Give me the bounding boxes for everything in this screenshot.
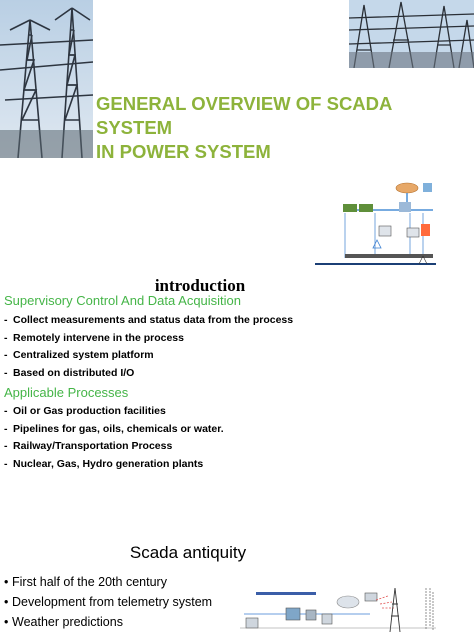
water-treatment-diagram [240,584,436,632]
antiquity-list [4,572,212,632]
list-item: - Remotely intervene in the process [4,331,184,344]
antiquity-heading: Scada antiquity [129,543,247,562]
list-item: - Railway/Transportation Process [4,440,173,453]
transmission-tower-photo [0,0,93,158]
section-title-scada: Supervisory Control And Data Acquisition [4,293,242,308]
list-item: - Nuclear, Gas, Hydro generation plants [4,458,204,471]
list-item: - Based on distributed I/O [4,367,135,380]
scada-features-list [4,312,293,383]
scada-network-diagram [315,178,436,268]
substation-photo [349,0,474,68]
intro-heading: introduction [154,276,246,295]
list-item: - Oil or Gas production facilities [4,405,166,417]
list-item: - Pipelines for gas, oils, chemicals or water. [4,422,224,435]
list-item: - Collect measurements and status data from the process [4,314,294,326]
list-item: - Centralized system platform [4,349,154,362]
processes-list [4,403,224,474]
title-line-2: IN POWER SYSTEM [96,141,271,162]
list-item: • Development from telemetry system [4,595,213,609]
list-item: • Weather predictions [4,615,123,629]
diagram-caption-graphic [422,586,436,632]
slide-title [96,92,471,164]
title-line-1: GENERAL OVERVIEW OF SCADA SYSTEM [96,93,392,138]
list-item: • First half of the 20th century [4,575,167,589]
section-title-processes: Applicable Processes [4,385,129,400]
